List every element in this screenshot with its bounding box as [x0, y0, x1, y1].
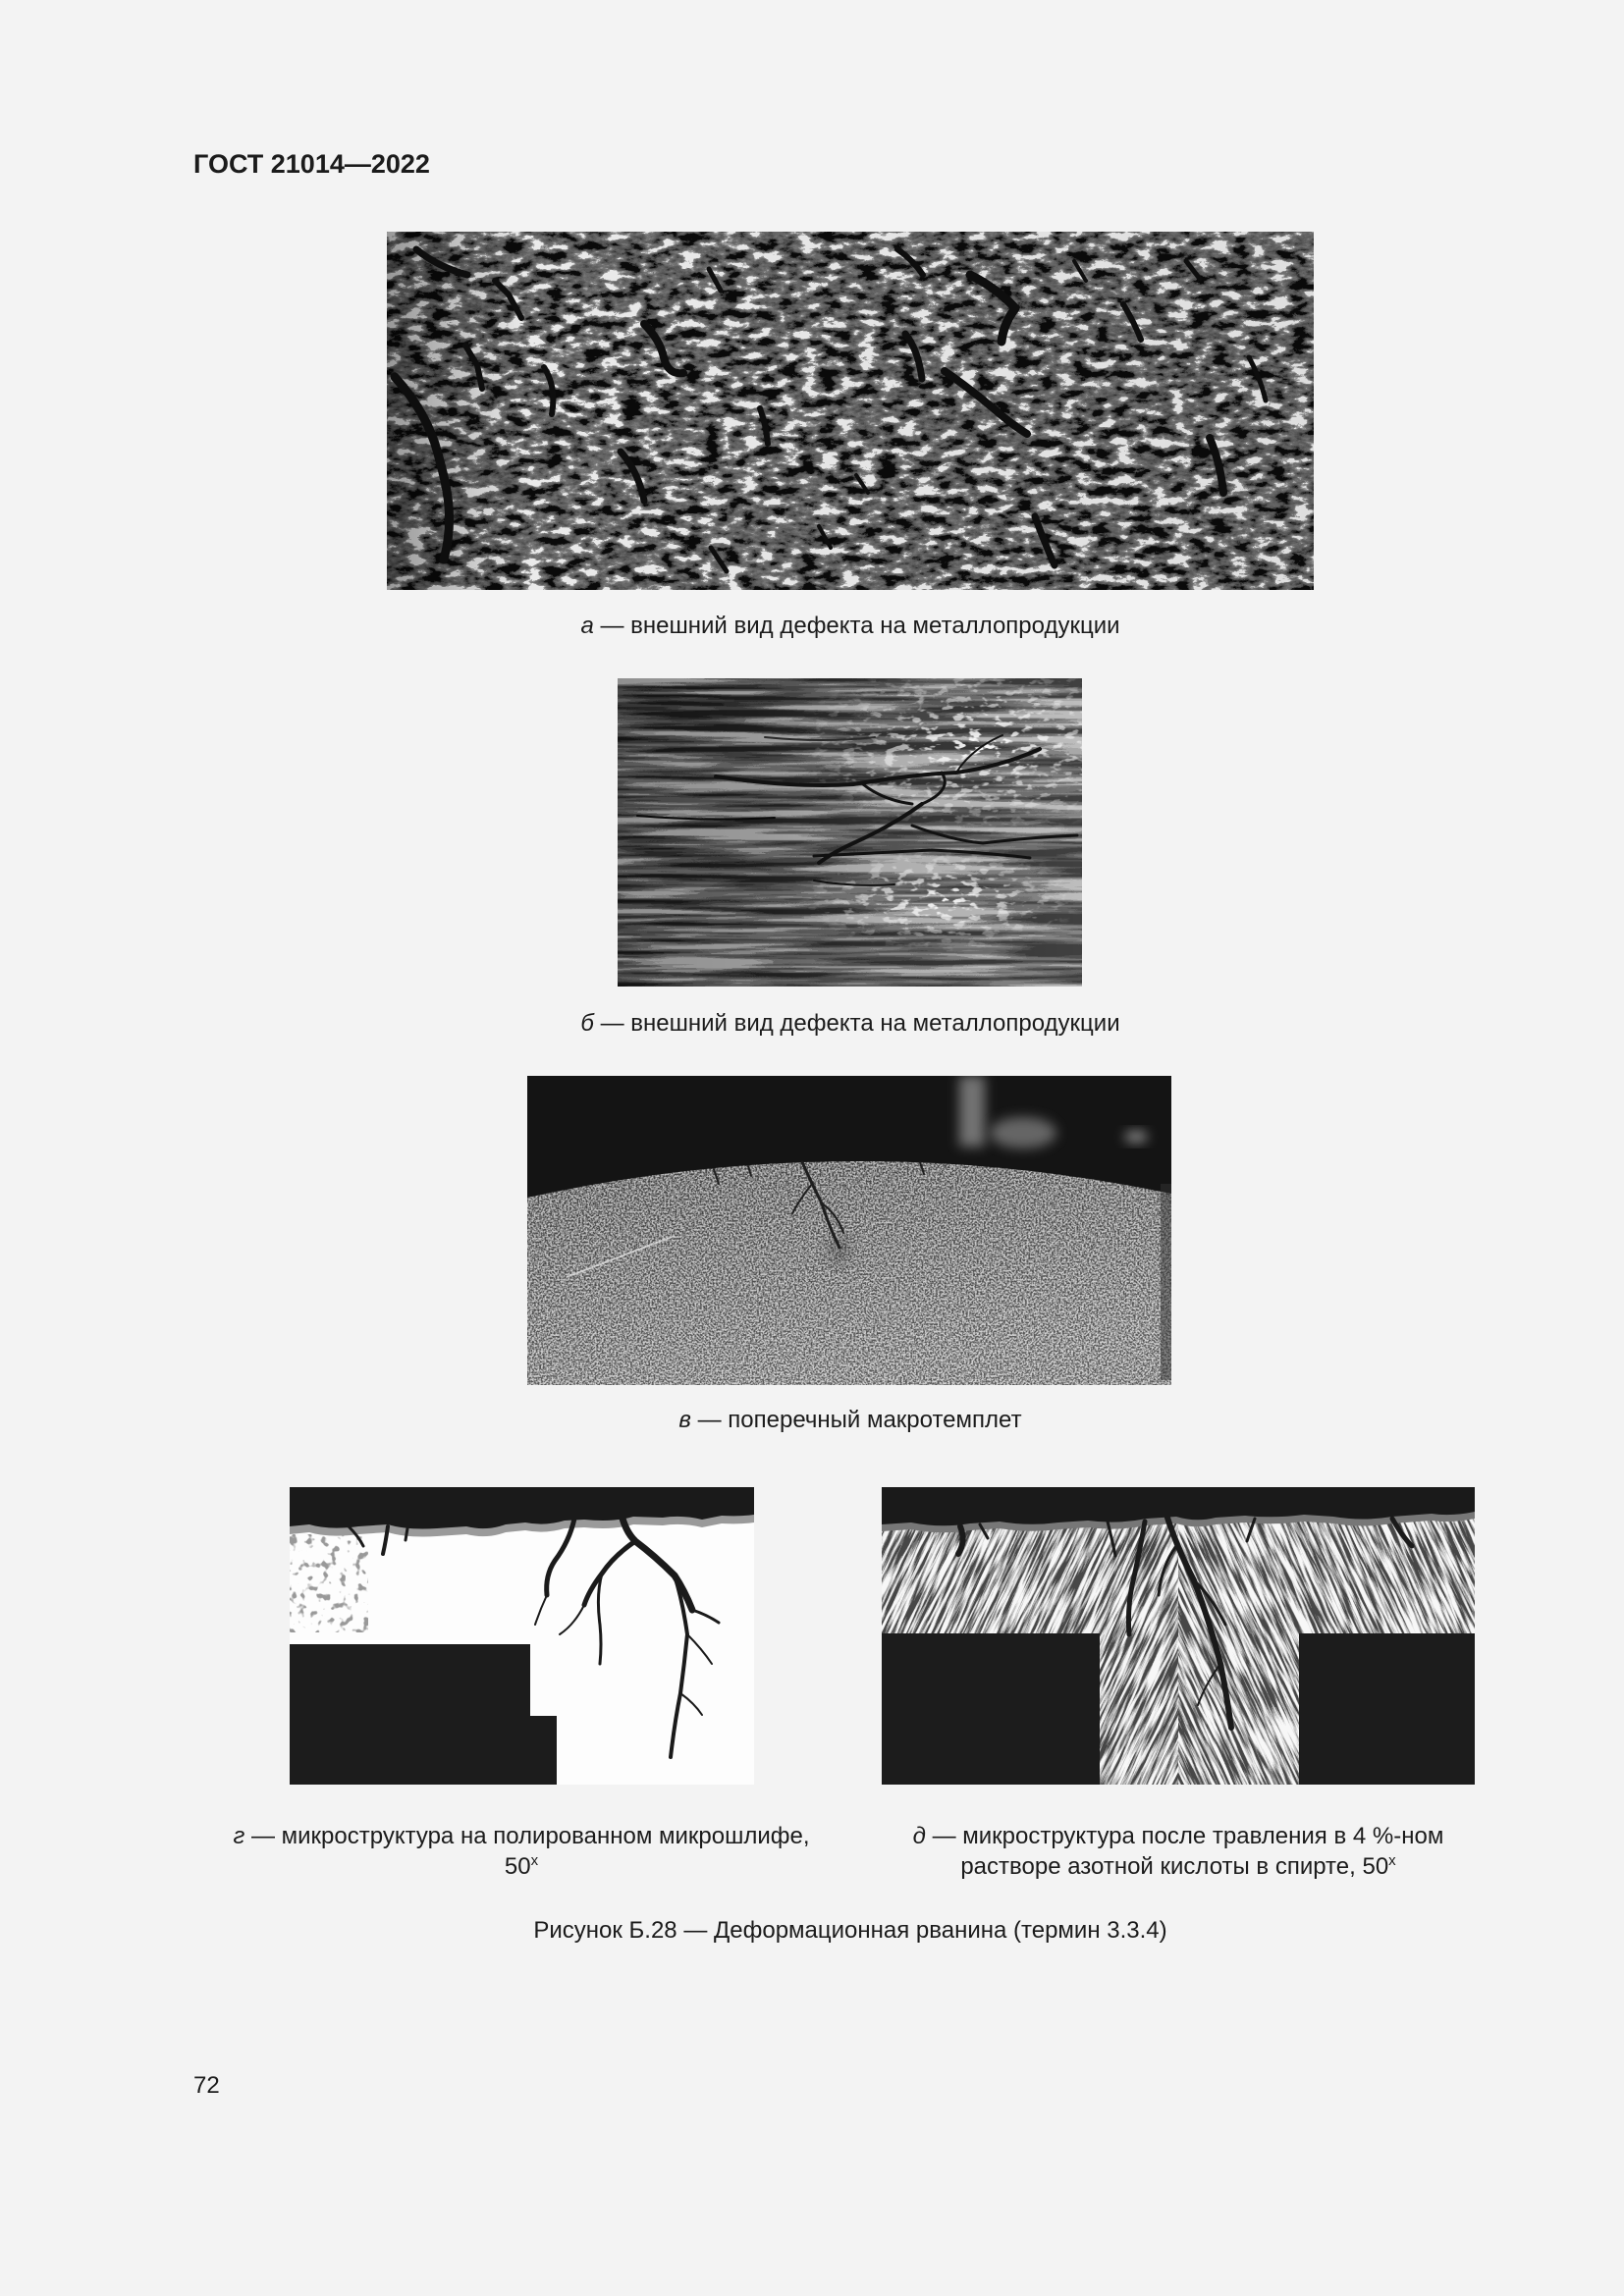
caption-d-line-2	[854, 1851, 1502, 1882]
caption-v-text: — поперечный макротемплет	[697, 1407, 1022, 1433]
caption-g-letter: г	[233, 1823, 245, 1849]
caption-g-line-2	[197, 1851, 845, 1882]
caption-g	[197, 1821, 845, 1882]
figure-d-image	[882, 1487, 1475, 1785]
caption-a-text: — внешний вид дефекта на металлопродукции	[600, 613, 1120, 639]
figure-g-image	[290, 1487, 754, 1785]
edge-dark-strip	[1161, 1184, 1171, 1380]
caption-g-magnification-sup: x	[530, 1852, 539, 1869]
caption-g-line-1	[197, 1821, 845, 1851]
caption-d-text-2: растворе азотной кислоты в спирте, 50	[960, 1853, 1389, 1880]
caption-b	[387, 1009, 1314, 1039]
caption-a	[387, 612, 1314, 641]
surface-speckle	[290, 1534, 368, 1632]
edge-shading	[387, 232, 1314, 590]
caption-a-letter: а	[580, 613, 594, 639]
caption-d-letter: д	[912, 1823, 926, 1849]
figure-caption: Рисунок Б.28 — Деформационная рванина (термин 3.3.4)	[533, 1917, 1167, 1944]
figure-v-image	[527, 1076, 1171, 1385]
standard-designation: ГОСТ 21014—2022	[193, 149, 430, 179]
crack	[406, 1528, 407, 1540]
caption-d-magnification-sup: x	[1388, 1852, 1396, 1869]
caption-v-letter: в	[678, 1407, 691, 1433]
masked-area	[530, 1716, 557, 1785]
dark-spot	[828, 1235, 851, 1266]
masked-area	[1299, 1633, 1475, 1785]
caption-g-magnification: 50	[504, 1853, 531, 1880]
caption-g-text: — микроструктура на полированном микрошлифе,	[250, 1823, 810, 1849]
masked-area	[882, 1633, 1100, 1785]
surface-bright-speckle	[618, 678, 1082, 987]
gray-blob	[959, 1076, 985, 1147]
caption-v	[387, 1406, 1314, 1435]
gray-blob	[990, 1117, 1056, 1148]
caption-b-letter: б	[580, 1010, 594, 1037]
page-number: 72	[193, 2072, 220, 2099]
gray-blob	[1124, 1131, 1148, 1143]
figure-b-image	[618, 678, 1082, 987]
caption-d-line-1	[854, 1821, 1502, 1851]
caption-d	[854, 1821, 1502, 1882]
figure-a-image	[387, 232, 1314, 590]
caption-b-text: — внешний вид дефекта на металлопродукции	[600, 1010, 1120, 1037]
masked-area	[290, 1644, 530, 1785]
caption-d-text: — микроструктура после травления в 4 %-ном	[932, 1823, 1444, 1849]
